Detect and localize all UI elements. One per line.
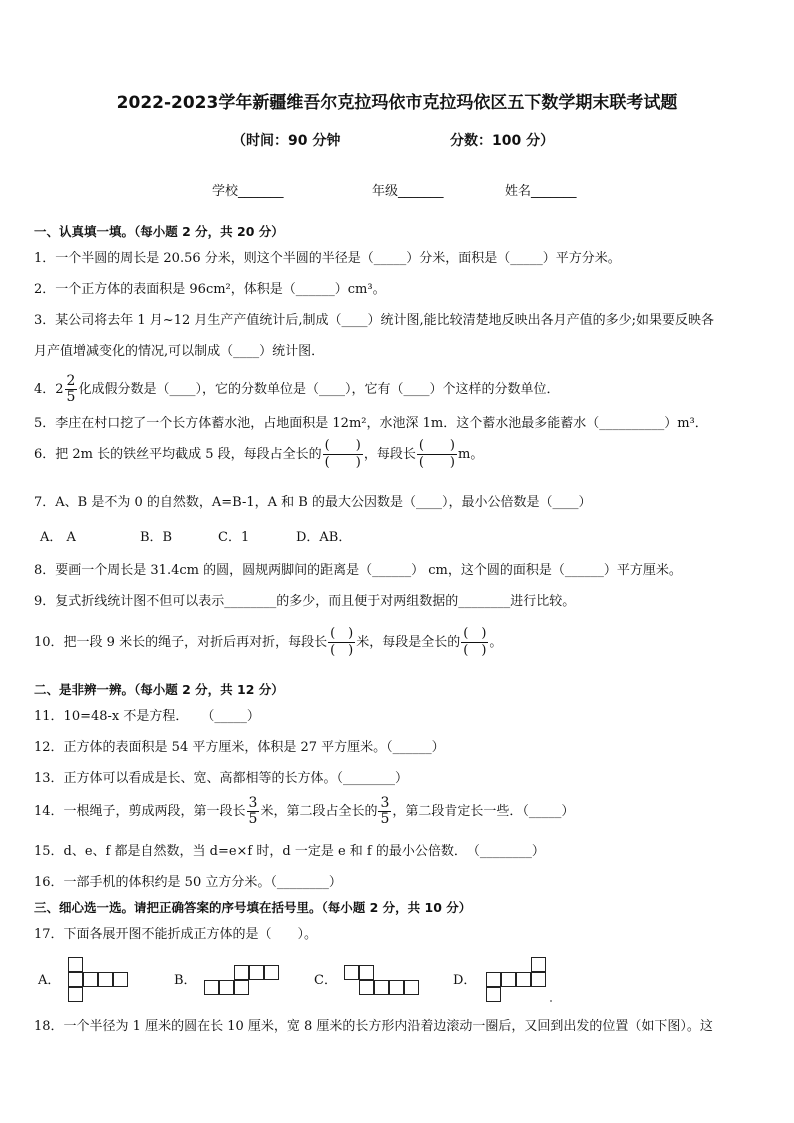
question-2: 2．一个正方体的表面积是 96cm²，体积是（______）cm³。 <box>34 282 386 297</box>
question-10-prefix: 10．把一段 9 米长的绳子，对折后再对折，每段长 <box>34 635 328 650</box>
grade-field[interactable]: 年级_______ <box>372 184 444 199</box>
question-3-line-2: 月产值增减变化的情况,可以制成（____）统计图． <box>34 344 325 359</box>
question-12: 12．正方体的表面积是 54 平方厘米，体积是 27 平方厘米。（______） <box>34 740 445 755</box>
question-10-fraction-1 <box>328 626 355 659</box>
question-14-fraction-1 <box>247 796 260 827</box>
question-14-suffix: ，第二段肯定长一些．（_____） <box>392 804 575 819</box>
question-6 <box>34 438 483 471</box>
fraction-numerator[interactable]: ( ) <box>463 626 487 641</box>
fraction-denominator: 5 <box>380 811 390 827</box>
fraction-denominator[interactable]: ( ) <box>418 455 455 470</box>
question-14-fraction-2 <box>378 796 391 827</box>
option-d-label[interactable]: D． <box>453 973 477 988</box>
question-3-line-1: 3．某公司将去年 1 月~12 月生产产值统计后,制成（____）统计图,能比较清楚地反映出各月产值的多少;如果要反映各 <box>34 313 715 328</box>
section-3-heading: 三、细心选一选。请把正确答案的序号填在括号里。（每小题 2 分，共 10 分） <box>34 900 472 915</box>
question-5: 5．李庄在村口挖了一个长方体蓄水池，占地面积是 12m²，水池深 1m．这个蓄水池最多能蓄水（__________）m³． <box>34 416 708 431</box>
fraction-numerator[interactable]: ( ) <box>324 438 361 453</box>
question-4-fraction <box>65 374 78 405</box>
fraction-numerator: 2 <box>66 373 76 389</box>
option-a-label[interactable]: A． <box>38 973 61 988</box>
fraction-denominator: 5 <box>248 811 258 827</box>
fraction-numerator[interactable]: ( ) <box>418 438 455 453</box>
stray-dot <box>550 1000 552 1002</box>
fraction-denominator[interactable]: ( ) <box>324 455 361 470</box>
exam-time: （时间：90 分钟 <box>232 133 341 149</box>
fraction-denominator[interactable]: ( ) <box>463 643 487 658</box>
question-6-mid: ，每段长 <box>363 447 416 462</box>
question-9: 9．复式折线统计图不但可以表示________的多少，而且便于对两组数据的________进行比较。 <box>34 594 576 609</box>
option-c-label[interactable]: C． <box>314 973 337 988</box>
section-1-heading: 一、认真填一填。（每小题 2 分，共 20 分） <box>34 224 284 239</box>
question-1: 1．一个半圆的周长是 20.56 分米，则这个半圆的半径是（_____）分米，面积是（_____）平方分米。 <box>34 251 621 266</box>
question-6-prefix: 6．把 2m 长的铁丝平均截成 5 段，每段占全长的 <box>34 447 322 462</box>
name-field[interactable]: 姓名_______ <box>505 184 577 199</box>
question-16: 16．一部手机的体积约是 50 立方分米。（________） <box>34 875 342 890</box>
question-4-prefix: 4．2 <box>34 382 64 397</box>
question-7-option-d[interactable]: D．AB． <box>296 530 352 545</box>
question-17: 17．下面各展开图不能折成正方体的是（ ）。 <box>34 927 318 942</box>
fraction-denominator: 5 <box>66 389 76 405</box>
fraction-numerator: 3 <box>248 795 258 811</box>
school-field[interactable]: 学校_______ <box>212 184 284 199</box>
question-6-fraction-1 <box>323 438 363 471</box>
question-7-option-b[interactable]: B．B <box>140 530 173 545</box>
question-4-suffix: 化成假分数是（____），它的分数单位是（____），它有（____）个这样的分数单位． <box>78 382 560 397</box>
question-18: 18．一个半径为 1 厘米的圆在长 10 厘米，宽 8 厘米的长方形内沿着边滚动一圈后，又回到出发的位置（如下图）。这 <box>34 1019 713 1034</box>
option-b-label[interactable]: B． <box>174 973 197 988</box>
question-10-suffix: 。 <box>489 635 503 650</box>
question-14 <box>34 796 574 827</box>
section-2-heading: 二、是非辨一辨。（每小题 2 分，共 12 分） <box>34 682 284 697</box>
question-15: 15．d、e、f 都是自然数，当 d=e×f 时，d 一定是 e 和 f 的最小公倍数． （________） <box>34 844 545 859</box>
fraction-numerator: 3 <box>380 795 390 811</box>
fraction-numerator[interactable]: ( ) <box>330 626 354 641</box>
question-14-mid: 米，第二段占全长的 <box>260 804 378 819</box>
question-14-prefix: 14．一根绳子，剪成两段，第一段长 <box>34 804 246 819</box>
exam-title: 2022-2023学年新疆维吾尔克拉玛依市克拉玛依区五下数学期末联考试题 <box>116 93 678 113</box>
question-10-fraction-2 <box>461 626 488 659</box>
question-7-option-a[interactable]: A． A <box>40 530 76 545</box>
question-7: 7．A、B 是不为 0 的自然数，A=B-1，A 和 B 的最大公因数是（____），最小公倍数是（____） <box>34 495 592 510</box>
question-7-option-c[interactable]: C．1 <box>218 530 250 545</box>
question-4 <box>34 374 559 405</box>
exam-score: 分数：100 分） <box>450 133 555 149</box>
fraction-denominator[interactable]: ( ) <box>330 643 354 658</box>
question-11: 11．10=48-x 不是方程． （_____） <box>34 709 260 724</box>
question-6-suffix: m。 <box>458 447 484 462</box>
question-8: 8．要画一个周长是 31.4cm 的圆，圆规两脚间的距离是（______） cm，这个圆的面积是（______）平方厘米。 <box>34 563 682 578</box>
question-10 <box>34 626 502 659</box>
question-13: 13．正方体可以看成是长、宽、高都相等的长方体。（________） <box>34 771 409 786</box>
question-6-fraction-2 <box>417 438 457 471</box>
question-10-mid: 米，每段是全长的 <box>356 635 461 650</box>
